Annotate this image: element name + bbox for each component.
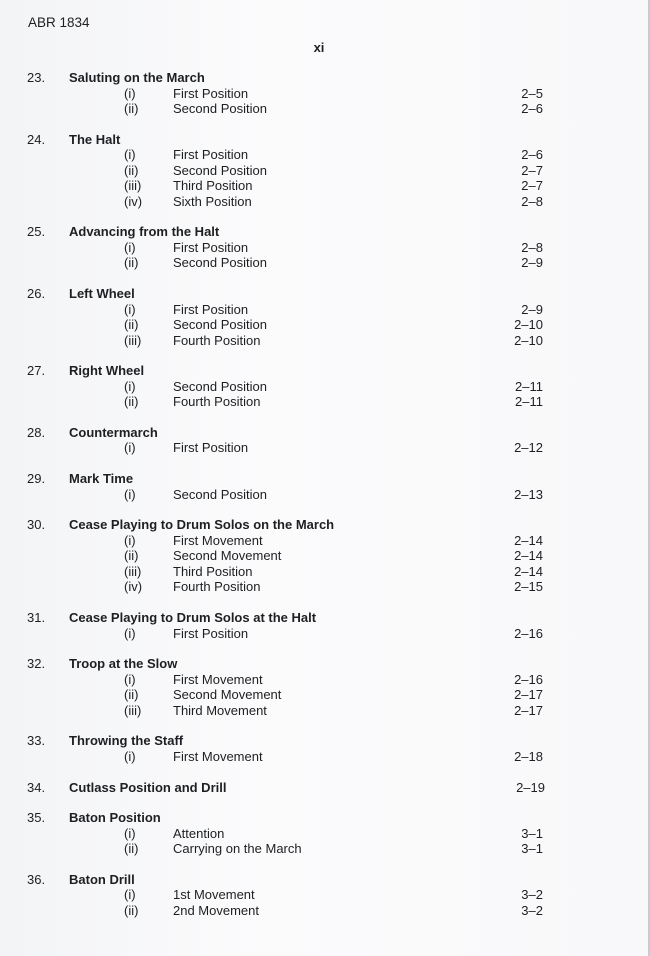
toc-entry <box>0 672 650 688</box>
section-heading <box>0 656 650 672</box>
entry-page-ref: 2–14 <box>514 563 543 579</box>
entry-page-ref: 2–6 <box>521 101 543 116</box>
toc-entry <box>0 841 650 857</box>
toc-section <box>0 810 650 857</box>
section-number: 23. <box>27 70 46 85</box>
entry-page-ref: 2–11 <box>515 394 543 410</box>
toc-entry <box>0 749 650 765</box>
entry-number: (iii) <box>124 563 142 579</box>
entry-number: (iii) <box>124 332 142 348</box>
section-heading <box>0 471 650 487</box>
entry-page-ref: 2–6 <box>521 147 543 163</box>
section-page-ref: 2–19 <box>516 779 545 795</box>
entry-title: First Movement <box>173 671 263 687</box>
entry-title: Carrying on the March <box>173 841 302 857</box>
toc-entry <box>0 903 650 919</box>
entry-page-ref: 2–8 <box>521 193 543 209</box>
toc-entry <box>0 255 650 271</box>
entry-number: (i) <box>124 825 136 841</box>
entry-page-ref: 2–7 <box>521 162 543 178</box>
toc-entry <box>0 317 650 333</box>
entry-number: (ii) <box>124 255 139 271</box>
toc-entry <box>0 333 650 349</box>
toc-section <box>0 471 650 502</box>
entry-number: (i) <box>124 887 136 903</box>
section-heading <box>0 70 650 86</box>
entry-number: (ii) <box>124 841 139 857</box>
toc-entry <box>0 379 650 395</box>
entry-page-ref: 2–11 <box>515 378 543 394</box>
entry-page-ref: 3–1 <box>521 841 543 857</box>
entry-title: First Position <box>173 301 249 317</box>
toc-section <box>0 132 650 210</box>
toc-entry <box>0 826 650 842</box>
toc-section <box>0 425 650 456</box>
entry-title: Second Position <box>173 378 267 394</box>
entry-number: (ii) <box>124 394 139 410</box>
section-title: Countermarch <box>69 424 158 440</box>
entry-number: (i) <box>124 378 136 394</box>
entry-title: First Position <box>173 625 249 641</box>
toc-section <box>0 70 650 117</box>
section-number: 25. <box>27 224 46 240</box>
section-title: Cease Playing to Drum Solos at the Halt <box>69 610 317 625</box>
section-title: Cease Playing to Drum Solos on the March <box>69 517 335 533</box>
entry-number: (iv) <box>124 579 143 595</box>
toc-section <box>0 224 650 271</box>
section-title: Troop at the Slow <box>69 656 178 672</box>
section-heading <box>0 224 650 240</box>
toc-entry <box>0 533 650 549</box>
toc-entry <box>0 240 650 256</box>
section-title: Left Wheel <box>69 286 135 302</box>
section-heading <box>0 810 650 826</box>
entry-page-ref: 2–17 <box>514 702 543 718</box>
toc-section <box>0 286 650 348</box>
entry-title: Third Position <box>173 563 253 579</box>
entry-number: (i) <box>124 625 136 641</box>
section-title: Mark Time <box>69 471 134 487</box>
entry-page-ref: 2–5 <box>521 85 543 101</box>
entry-page-ref: 2–12 <box>514 440 543 456</box>
entry-title: Second Position <box>173 317 267 333</box>
entry-title: Fourth Position <box>173 394 261 410</box>
section-number: 33. <box>27 733 46 749</box>
section-number: 27. <box>27 363 46 379</box>
entry-page-ref: 2–18 <box>514 748 543 764</box>
toc-entry <box>0 487 650 503</box>
section-heading <box>0 780 650 796</box>
section-number: 31. <box>27 610 46 625</box>
entry-page-ref: 2–9 <box>521 301 543 317</box>
section-number: 26. <box>27 286 46 302</box>
entry-number: (i) <box>124 85 136 101</box>
entry-page-ref: 2–16 <box>514 671 543 687</box>
entry-title: First Position <box>173 440 249 456</box>
entry-title: 1st Movement <box>173 887 255 903</box>
entry-title: 2nd Movement <box>173 902 259 918</box>
toc-section <box>0 517 650 595</box>
section-title: Cutlass Position and Drill <box>69 779 227 795</box>
section-heading <box>0 733 650 749</box>
entry-number: (i) <box>124 301 136 317</box>
toc-entry <box>0 302 650 318</box>
entry-title: Fourth Position <box>173 332 261 348</box>
section-heading <box>0 425 650 441</box>
toc-section <box>0 872 650 919</box>
entry-title: First Position <box>173 239 249 255</box>
entry-page-ref: 2–10 <box>514 332 543 348</box>
toc-entry <box>0 579 650 595</box>
entry-number: (ii) <box>124 548 139 564</box>
table-of-contents <box>0 70 650 934</box>
toc-entry <box>0 101 650 117</box>
entry-title: Attention <box>173 825 225 841</box>
toc-entry <box>0 194 650 210</box>
entry-page-ref: 2–8 <box>521 239 543 255</box>
entry-page-ref: 2–17 <box>514 687 543 703</box>
entry-number: (iii) <box>124 178 142 194</box>
toc-section <box>0 363 650 410</box>
entry-title: First Movement <box>173 748 263 764</box>
entry-number: (i) <box>124 486 136 502</box>
entry-title: Second Movement <box>173 548 282 564</box>
toc-section <box>0 610 650 641</box>
document-reference: ABR 1834 <box>28 15 90 30</box>
entry-number: (ii) <box>124 687 139 703</box>
entry-title: Second Movement <box>173 687 282 703</box>
entry-page-ref: 2–14 <box>514 532 543 548</box>
entry-number: (i) <box>124 147 136 163</box>
section-number: 29. <box>27 471 46 487</box>
entry-number: (iv) <box>124 193 143 209</box>
entry-page-ref: 2–16 <box>514 625 543 641</box>
section-title: Throwing the Staff <box>69 733 184 749</box>
entry-page-ref: 2–13 <box>514 486 543 502</box>
entry-number: (ii) <box>124 317 139 333</box>
entry-page-ref: 2–15 <box>514 579 543 595</box>
toc-entry <box>0 440 650 456</box>
toc-entry <box>0 703 650 719</box>
entry-page-ref: 3–1 <box>521 825 543 841</box>
section-heading <box>0 286 650 302</box>
section-title: Right Wheel <box>69 363 145 379</box>
section-heading <box>0 132 650 148</box>
section-number: 35. <box>27 810 46 826</box>
toc-section <box>0 733 650 764</box>
entry-title: Second Position <box>173 255 267 271</box>
section-title: Saluting on the March <box>69 70 205 85</box>
toc-entry <box>0 887 650 903</box>
section-title: Baton Drill <box>69 871 135 887</box>
entry-number: (i) <box>124 440 136 456</box>
entry-number: (ii) <box>124 101 139 116</box>
entry-title: Third Position <box>173 178 253 194</box>
toc-entry <box>0 163 650 179</box>
section-title: The Halt <box>69 131 121 147</box>
entry-title: First Position <box>173 147 249 163</box>
toc-entry <box>0 86 650 102</box>
entry-page-ref: 3–2 <box>521 887 543 903</box>
toc-entry <box>0 147 650 163</box>
toc-entry <box>0 548 650 564</box>
entry-number: (ii) <box>124 162 139 178</box>
entry-title: Sixth Position <box>173 193 252 209</box>
entry-title: Second Position <box>173 486 267 502</box>
entry-title: First Position <box>173 85 249 101</box>
section-number: 28. <box>27 424 46 440</box>
entry-page-ref: 3–2 <box>521 902 543 918</box>
toc-entry <box>0 178 650 194</box>
section-heading <box>0 610 650 626</box>
entry-page-ref: 2–10 <box>514 317 543 333</box>
section-number: 36. <box>27 871 46 887</box>
entry-title: Third Movement <box>173 702 267 718</box>
entry-page-ref: 2–9 <box>521 255 543 271</box>
section-title: Baton Position <box>69 810 161 826</box>
toc-section <box>0 656 650 718</box>
toc-entry <box>0 626 650 642</box>
entry-number: (i) <box>124 748 136 764</box>
section-heading <box>0 872 650 888</box>
section-number: 34. <box>27 779 46 795</box>
entry-page-ref: 2–7 <box>521 178 543 194</box>
section-number: 24. <box>27 131 46 147</box>
entry-title: First Movement <box>173 532 263 548</box>
entry-page-ref: 2–14 <box>514 548 543 564</box>
section-heading <box>0 517 650 533</box>
toc-entry <box>0 394 650 410</box>
toc-entry <box>0 564 650 580</box>
entry-number: (i) <box>124 532 136 548</box>
entry-number: (ii) <box>124 902 139 918</box>
entry-number: (i) <box>124 671 136 687</box>
section-title: Advancing from the Halt <box>69 224 220 240</box>
entry-title: Fourth Position <box>173 579 261 595</box>
section-heading <box>0 363 650 379</box>
toc-section <box>0 780 650 796</box>
entry-title: Second Position <box>173 162 267 178</box>
page-number: xi <box>313 40 325 55</box>
section-number: 30. <box>27 517 46 533</box>
section-number: 32. <box>27 656 46 672</box>
toc-entry <box>0 687 650 703</box>
entry-number: (iii) <box>124 702 142 718</box>
entry-number: (i) <box>124 239 136 255</box>
entry-title: Second Position <box>173 101 267 116</box>
